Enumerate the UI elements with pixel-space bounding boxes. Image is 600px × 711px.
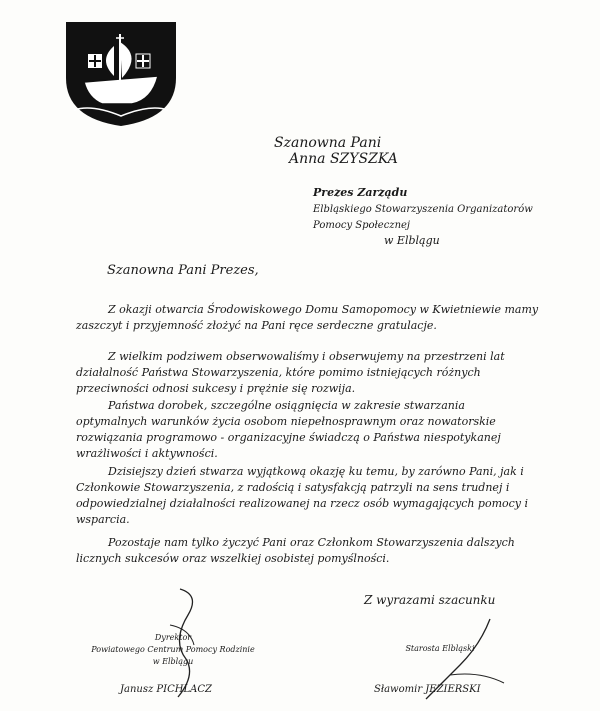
paragraph-1: Z okazji otwarcia Środowiskowego Domu Samopomocy w Kwietniewie mamy zaszczyt i przyjemność złożyć na Pani ręce serdeczne gratulacje. [76,303,539,332]
left-signatory-title: Dyrektor Powiatowego Centrum Pomocy Rodzinie w Elblągu [91,633,255,666]
paragraph-5: Pozostaje nam tylko życzyć Pani oraz Członkom Stowarzyszenia dalszych licznych sukcesów oraz wszelkiej osobistej pomyślności. [76,536,515,565]
left-signatory-name: Janusz PICHLACZ [120,684,212,695]
recipient-city: w Elblągu [384,234,440,247]
salutation: Szanowna Pani Prezes, [107,263,259,278]
recipient-position: Prezes Zarządu [313,186,408,199]
paragraph-4: Dzisiejszy dzień stwarza wyjątkową okazję ku temu, by zarówno Pani, jak i Członkowie Stowarzyszenia, z radością i satysfakcją patrzyli na sens trudnej i odpowiedzialnej działalności realizowanej na rzecz osób wymagających pomocy i wsparcia. [76,465,529,526]
paragraph-3: Państwa dorobek, szczególne osiągnięcia w zakresie stwarzania optymalnych warunków życia osobom niepełnosprawnym oraz nowatorskie rozwiązania programowo - organizacyjne świadczą o Państwa niespotykanej wrażliwości i aktywności. [76,399,501,460]
right-signatory-name: Sławomir JEZIERSKI [374,684,481,695]
recipient-organization-cont: Pomocy Społecznej [313,220,411,231]
closing-phrase: Z wyrazami szacunku [364,593,496,607]
coat-of-arms-ship-icon [62,20,180,128]
right-signatory-title: Starosta Elbląski [405,644,475,653]
recipient-name: Anna SZYSZKA [289,151,398,167]
recipient-organization: Elbląskiego Stowarzyszenia Organizatorów [313,204,533,215]
recipient-greeting: Szanowna Pani [274,135,382,151]
paragraph-2: Z wielkim podziwem obserwowaliśmy i obserwujemy na przestrzeni lat działalność Państwa Stowarzyszenia, które pomimo istniejących różnych przeciwności odnosi sukcesy i prężnie się rozwija. [76,350,505,395]
